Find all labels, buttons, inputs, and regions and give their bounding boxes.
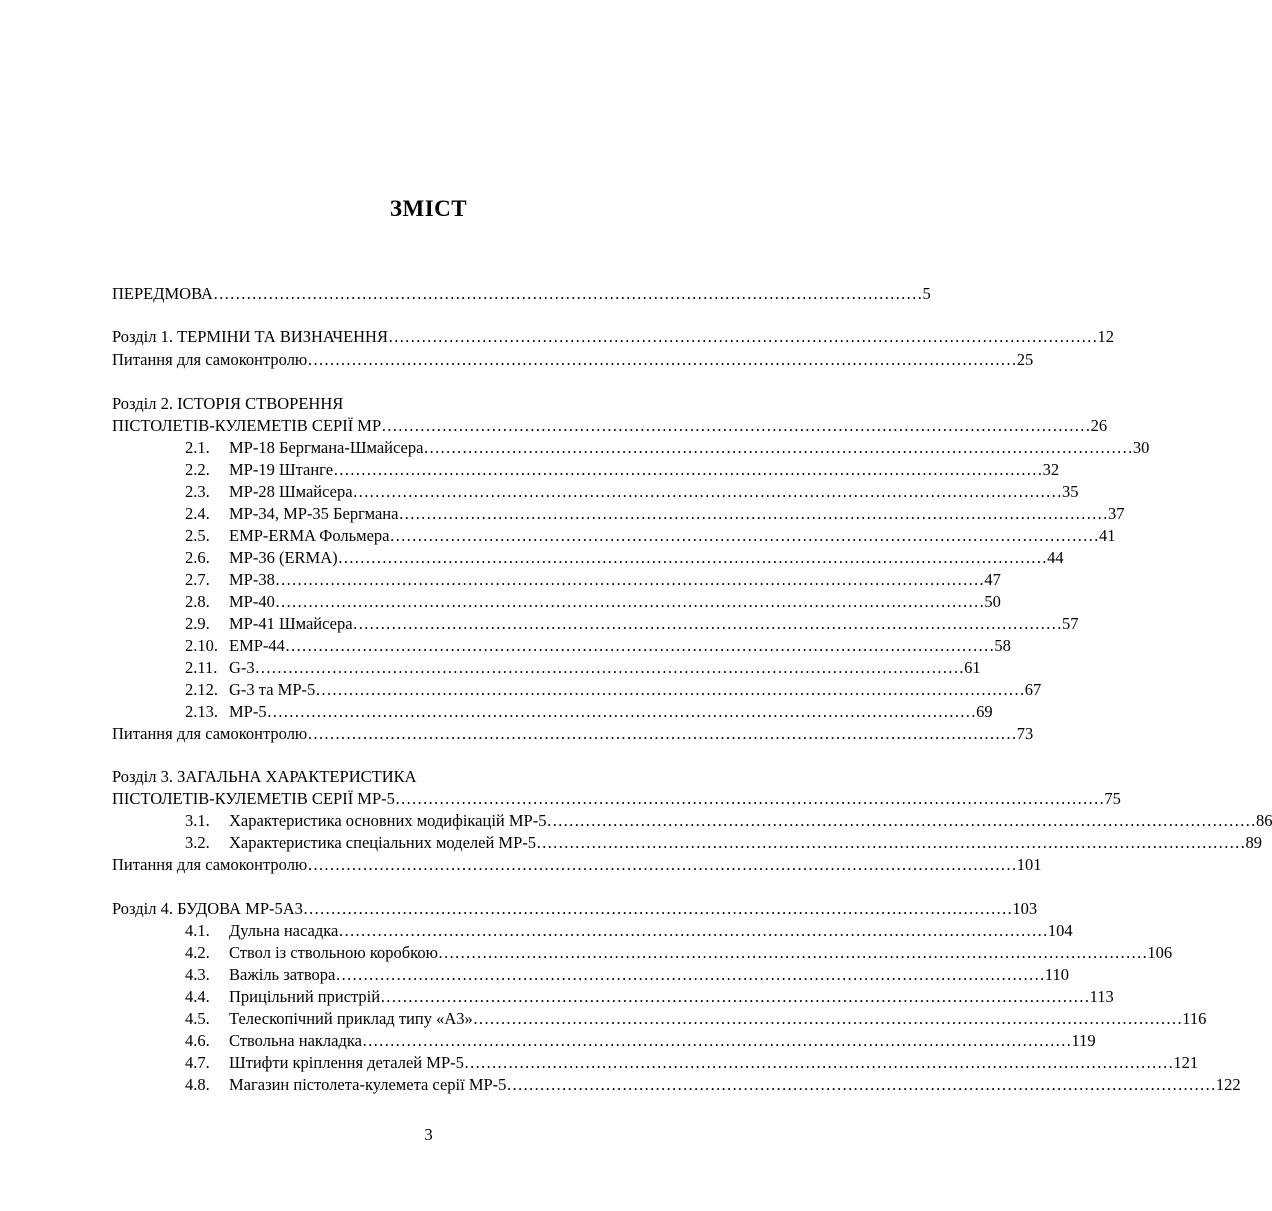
toc-entry-number: 4.5.	[185, 1009, 210, 1028]
toc-entry-page: 61	[964, 658, 981, 677]
toc-entry-text: МР-40	[229, 592, 275, 611]
toc-entry-page: 104	[1047, 921, 1073, 940]
toc-entry-text: ЕМР-ERMA Фольмера	[229, 526, 390, 545]
toc-entry-number: 2.12.	[185, 680, 218, 699]
toc-entry-page: 116	[1182, 1009, 1207, 1028]
toc-entry-text: Дульна насадка	[229, 921, 339, 940]
toc-entry-2-9[interactable]	[185, 613, 1079, 635]
toc-entry-number: 2.4.	[185, 504, 210, 523]
toc-entry-2-10[interactable]	[185, 635, 1011, 657]
toc-entry-page: 35	[1062, 482, 1079, 501]
toc-entry-chapter-4[interactable]	[112, 898, 1038, 920]
toc-entry-page: 121	[1173, 1053, 1199, 1072]
toc-entry-2-13[interactable]	[185, 701, 993, 723]
toc-entry-number: 2.10.	[185, 636, 218, 655]
dot-leader: …………………………………………………………………………………………………………………	[387, 327, 1098, 346]
toc-entry-3-2[interactable]	[185, 832, 1262, 854]
toc-entry-number: 2.6.	[185, 548, 210, 567]
toc-entry-self-check-2[interactable]	[112, 723, 1034, 745]
dot-leader: …………………………………………………………………………………………………………………	[212, 284, 923, 303]
toc-entry-page: 119	[1071, 1031, 1096, 1050]
toc-entry-4-4[interactable]	[185, 986, 1114, 1008]
toc-entry-number: 4.2.	[185, 943, 210, 962]
toc-entry-number: 4.6.	[185, 1031, 210, 1050]
toc-entry-text: G-3 та МР-5	[229, 680, 316, 699]
toc-entry-number: 4.4.	[185, 987, 210, 1006]
toc-entry-text: МР-38	[229, 570, 275, 589]
page-number: 3	[424, 1125, 433, 1144]
dot-leader: …………………………………………………………………………………………………………………	[352, 482, 1063, 501]
dot-leader: …………………………………………………………………………………………………………………	[546, 811, 1256, 830]
toc-entry-page: 122	[1215, 1075, 1241, 1094]
dot-leader: …………………………………………………………………………………………………………………	[307, 350, 1017, 369]
toc-entry-text: МР-34, МР-35 Бергмана	[229, 504, 399, 523]
toc-entry-text: Розділ 1. ТЕРМІНИ ТА ВИЗНАЧЕННЯ	[112, 327, 388, 346]
toc-entry-text: МР-41 Шмайсера	[229, 614, 353, 633]
toc-entry-4-8[interactable]	[185, 1074, 1241, 1096]
toc-chapter-2-heading: Розділ 2. ІСТОРІЯ СТВОРЕННЯ	[112, 394, 344, 413]
dot-leader: …………………………………………………………………………………………………………………	[274, 592, 985, 611]
toc-entry-number: 2.11.	[185, 658, 218, 677]
toc-entry-text: МР-28 Шмайсера	[229, 482, 353, 501]
toc-entry-self-check-3[interactable]	[112, 854, 1042, 876]
toc-entry-4-5[interactable]	[185, 1008, 1207, 1030]
toc-entry-page: 113	[1089, 987, 1114, 1006]
toc-entry-number: 3.2.	[185, 833, 210, 852]
dot-leader: …………………………………………………………………………………………………………………	[472, 1009, 1183, 1028]
toc-entry-number: 2.3.	[185, 482, 210, 501]
dot-leader: …………………………………………………………………………………………………………………	[437, 943, 1148, 962]
toc-entry-page: 86	[1255, 811, 1272, 830]
dot-leader: …………………………………………………………………………………………………………………	[389, 526, 1099, 545]
toc-entry-page: 44	[1047, 548, 1064, 567]
dot-leader: …………………………………………………………………………………………………………………	[333, 460, 1043, 479]
dot-leader: …………………………………………………………………………………………………………………	[307, 724, 1017, 743]
toc-entry-4-2[interactable]	[185, 942, 1173, 964]
toc-entry-text: Характеристика основних модифікацій МР-5	[229, 811, 547, 830]
toc-entry-2-5[interactable]	[185, 525, 1116, 547]
toc-entry-text: МР-19 Штанге	[229, 460, 334, 479]
toc-chapter-3-heading: Розділ 3. ЗАГАЛЬНА ХАРАКТЕРИСТИКА	[112, 767, 417, 786]
toc-entry-2-1[interactable]	[185, 437, 1150, 459]
toc-entry-text: Ствол із ствольною коробкою	[229, 943, 438, 962]
toc-entry-number: 4.7.	[185, 1053, 210, 1072]
toc-entry-4-6[interactable]	[185, 1030, 1096, 1052]
toc-entry-text: Ствольна накладка	[229, 1031, 362, 1050]
toc-entry-page: 103	[1012, 899, 1038, 918]
toc-entry-text: G-3	[229, 658, 255, 677]
toc-entry-number: 3.1.	[185, 811, 210, 830]
dot-leader: …………………………………………………………………………………………………………………	[338, 921, 1048, 940]
dot-leader: …………………………………………………………………………………………………………………	[536, 833, 1246, 852]
toc-entry-text: МР-18 Бергмана-Шмайсера	[229, 438, 424, 457]
dot-leader: …………………………………………………………………………………………………………………	[335, 965, 1045, 984]
toc-entry-number: 2.9.	[185, 614, 210, 633]
toc-entry-page: 30	[1132, 438, 1150, 457]
toc-entry-number: 2.13.	[185, 702, 218, 721]
dot-leader: …………………………………………………………………………………………………………………	[463, 1053, 1174, 1072]
toc-entry-2-11[interactable]	[185, 657, 981, 679]
toc-entry-text: ЕМР-44	[229, 636, 285, 655]
dot-leader: …………………………………………………………………………………………………………………	[315, 680, 1025, 699]
toc-entry-number: 2.1.	[185, 438, 210, 457]
toc-entry-page: 25	[1016, 350, 1034, 369]
dot-leader: …………………………………………………………………………………………………………………	[394, 789, 1105, 808]
toc-entry-page: 57	[1062, 614, 1079, 633]
dot-leader: …………………………………………………………………………………………………………………	[284, 636, 995, 655]
toc-entry-page: 67	[1024, 680, 1042, 699]
toc-entry-page: 89	[1245, 833, 1262, 852]
toc-entry-text: Характеристика спеціальних моделей МР-5	[229, 833, 536, 852]
toc-entry-page: 12	[1097, 327, 1114, 346]
toc-entry-page: 50	[984, 592, 1001, 611]
toc-entry-text: ПІСТОЛЕТІВ-КУЛЕМЕТІВ СЕРІЇ МР	[112, 416, 382, 435]
toc-entry-text: ПЕРЕДМОВА	[112, 284, 213, 303]
toc-entry-number: 4.8.	[185, 1075, 210, 1094]
toc-entry-page: 69	[976, 702, 993, 721]
toc-entry-page: 110	[1044, 965, 1069, 984]
toc-entry-text: Штифти кріплення деталей МР-5	[229, 1053, 464, 1072]
dot-leader: …………………………………………………………………………………………………………………	[274, 570, 985, 589]
toc-entry-2-8[interactable]	[185, 591, 1001, 613]
dot-leader: …………………………………………………………………………………………………………………	[302, 899, 1013, 918]
toc-entry-text: Магазин пістолета-кулемета серії МР-5	[229, 1075, 507, 1094]
toc-entry-page: 41	[1098, 526, 1116, 545]
toc-entry-text: Питання для самоконтролю	[112, 855, 308, 874]
toc-entry-text: МР-36 (ERMA)	[229, 548, 338, 567]
toc-entry-chapter-3[interactable]	[112, 788, 1121, 810]
dot-leader: …………………………………………………………………………………………………………………	[506, 1075, 1216, 1094]
toc-entry-2-2[interactable]	[185, 459, 1060, 481]
toc-entry-4-3[interactable]	[185, 964, 1069, 986]
toc-entry-text: Питання для самоконтролю	[112, 724, 308, 743]
toc-entry-page: 58	[994, 636, 1011, 655]
toc-entry-page: 47	[984, 570, 1001, 589]
dot-leader: …………………………………………………………………………………………………………………	[307, 855, 1017, 874]
toc-entry-number: 2.2.	[185, 460, 210, 479]
toc-entry-page: 32	[1042, 460, 1060, 479]
toc-entry-number: 4.3.	[185, 965, 210, 984]
toc-entry-page: 101	[1016, 855, 1042, 874]
toc-entry-4-1[interactable]	[185, 920, 1073, 942]
toc-entry-text: МР-5	[229, 702, 267, 721]
dot-leader: …………………………………………………………………………………………………………………	[266, 702, 977, 721]
toc-entry-page: 5	[922, 284, 931, 303]
dot-leader: …………………………………………………………………………………………………………………	[352, 614, 1063, 633]
toc-entry-4-7[interactable]	[185, 1052, 1199, 1074]
dot-leader: …………………………………………………………………………………………………………………	[361, 1031, 1072, 1050]
toc-entry-number: 2.7.	[185, 570, 210, 589]
toc-entry-2-12[interactable]	[185, 679, 1042, 701]
toc-entry-text: Важіль затвора	[229, 965, 336, 984]
toc-entry-text: Питання для самоконтролю	[112, 350, 308, 369]
toc-entry-page: 73	[1016, 724, 1034, 743]
toc-entry-text: Розділ 4. БУДОВА МР-5А3	[112, 899, 303, 918]
toc-entry-2-3[interactable]	[185, 481, 1079, 503]
toc-entry-page: 26	[1090, 416, 1108, 435]
toc-entry-chapter-1[interactable]	[112, 326, 1114, 348]
dot-leader: …………………………………………………………………………………………………………………	[381, 416, 1091, 435]
toc-entry-number: 4.1.	[185, 921, 210, 940]
dot-leader: …………………………………………………………………………………………………………………	[423, 438, 1133, 457]
dot-leader: …………………………………………………………………………………………………………………	[254, 658, 965, 677]
toc-entry-preface[interactable]	[112, 283, 931, 305]
toc-entry-chapter-2[interactable]	[112, 415, 1108, 437]
dot-leader: …………………………………………………………………………………………………………………	[380, 987, 1090, 1006]
dot-leader: …………………………………………………………………………………………………………………	[337, 548, 1048, 567]
toc-entry-3-1[interactable]	[185, 810, 1272, 832]
toc-entry-2-7[interactable]	[185, 569, 1001, 591]
toc-entry-page: 106	[1147, 943, 1173, 962]
page-title: ЗМІСТ	[389, 196, 468, 221]
toc-entry-self-check-1[interactable]	[112, 349, 1034, 371]
toc-entry-number: 2.8.	[185, 592, 210, 611]
toc-entry-text: ПІСТОЛЕТІВ-КУЛЕМЕТІВ СЕРІЇ МР-5	[112, 789, 395, 808]
dot-leader: …………………………………………………………………………………………………………………	[398, 504, 1108, 523]
toc-entry-2-4[interactable]	[185, 503, 1125, 525]
toc-entry-text: Прицільний пристрій	[229, 987, 381, 1006]
toc-entry-2-6[interactable]	[185, 547, 1064, 569]
toc-entry-number: 2.5.	[185, 526, 210, 545]
toc-entry-page: 37	[1107, 504, 1125, 523]
toc-entry-page: 75	[1104, 789, 1121, 808]
toc-entry-text: Телескопічний приклад типу «А3»	[229, 1009, 473, 1028]
